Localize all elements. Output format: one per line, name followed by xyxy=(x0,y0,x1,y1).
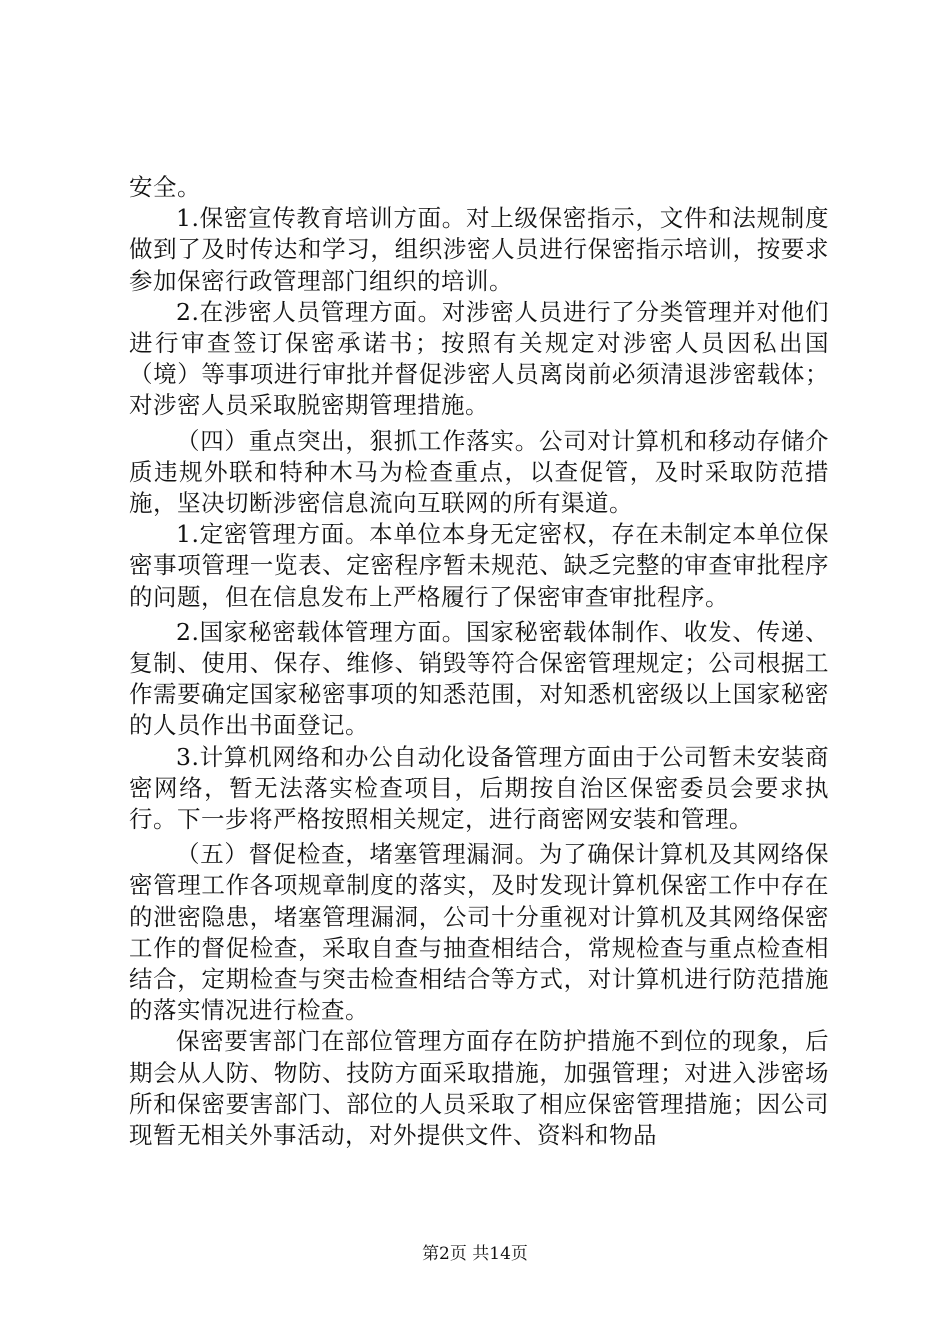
paragraph-classification-management: 1.定密管理方面。本单位本身无定密权，存在未制定本单位保密事项管理一览表、定密程序暂未规范、缺乏完整的审查审批程序的问题，但在信息发布上严格履行了保密审查审批程序。 xyxy=(129,520,829,611)
paragraph-key-departments: 保密要害部门在部位管理方面存在防护措施不到位的现象，后期会从人防、物防、技防方面采取措施，加强管理；对进入涉密场所和保密要害部门、部位的人员采取了相应保密管理措施；因公司现暂无相关外事活动，对外提供文件、资料和物品 xyxy=(129,1027,829,1150)
paragraph-section-four: （四）重点突出，狠抓工作落实。公司对计算机和移动存储介质违规外联和特种木马为检查重点，以查促管，及时采取防范措施，坚决切断涉密信息流向互联网的所有渠道。 xyxy=(129,426,829,518)
paragraph-carrier-management: 2.国家秘密载体管理方面。国家秘密载体制作、收发、传递、复制、使用、保存、维修、销毁等符合保密管理规定；公司根据工作需要确定国家秘密事项的知悉范围，对知悉机密级以上国家秘密的人员作出书面登记。 xyxy=(129,617,829,740)
paragraph-section-five: （五）督促检查，堵塞管理漏洞。为了确保计算机及其网络保密管理工作各项规章制度的落实，及时发现计算机保密工作中存在的泄密隐患，堵塞管理漏洞，公司十分重视对计算机及其网络保密工作的督促检查，采取自查与抽查相结合，常规检查与重点检查相结合，定期检查与突击检查相结合等方式，对计算机进行防范措施的落实情况进行检查。 xyxy=(129,840,829,1025)
page-number-footer: 第2页 共14页 xyxy=(422,1244,528,1264)
document-body xyxy=(129,172,829,1151)
paragraph-network-management: 3.计算机网络和办公自动化设备管理方面由于公司暂未安装商密网络，暂无法落实检查项目，后期按自治区保密委员会要求执行。下一步将严格按照相关规定，进行商密网安装和管理。 xyxy=(129,742,829,834)
paragraph-continuation: 安全。 xyxy=(129,173,201,201)
paragraph-personnel-management: 2.在涉密人员管理方面。对涉密人员进行了分类管理并对他们进行审查签订保密承诺书；按照有关规定对涉密人员因私出国（境）等事项进行审批并督促涉密人员离岗前必须清退涉密载体；对涉密人员采取脱密期管理措施。 xyxy=(129,297,829,420)
paragraph-publicity-training: 1.保密宣传教育培训方面。对上级保密指示，文件和法规制度做到了及时传达和学习，组织涉密人员进行保密指示培训，按要求参加保密行政管理部门组织的培训。 xyxy=(129,204,829,295)
